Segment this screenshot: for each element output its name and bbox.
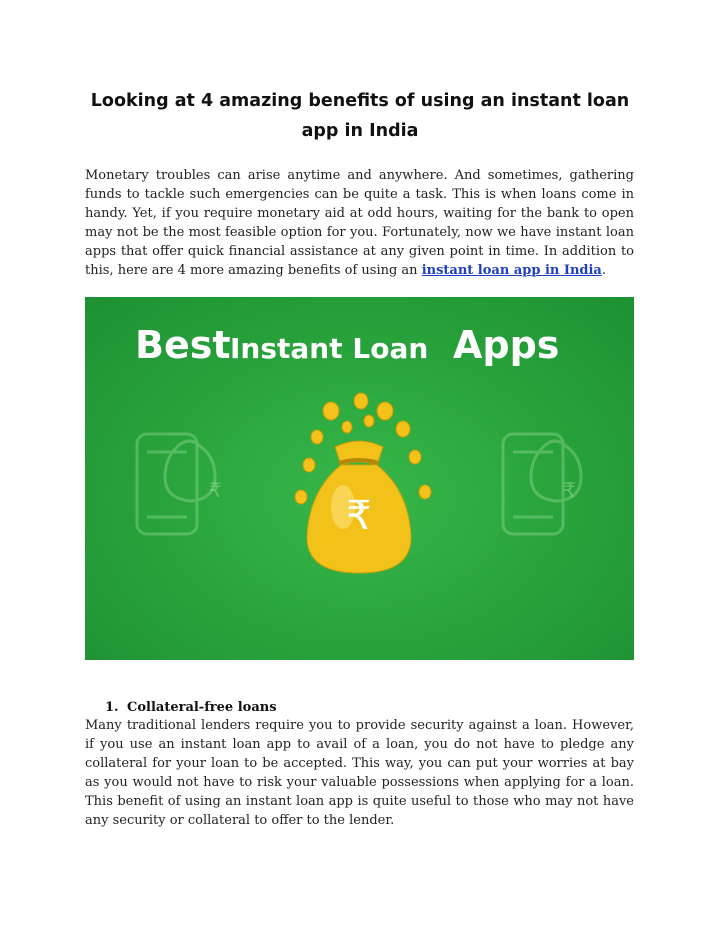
intro-paragraph <box>85 166 634 280</box>
section1-heading <box>105 698 277 717</box>
left-phone-icon <box>137 434 215 534</box>
banner-heading-apps: Apps <box>453 323 560 367</box>
page-title: Looking at 4 amazing benefits of using an instant loan app in India <box>90 91 630 141</box>
section1-title: Collateral-free loans <box>127 700 277 715</box>
right-rupee-symbol: ₹ <box>563 478 576 502</box>
intro-text-end: . <box>601 263 606 278</box>
banner-image <box>85 297 634 660</box>
section1-number: 1. <box>105 700 119 715</box>
intro-text: Monetary troubles can arise anytime and anywhere. And sometimes, gathering funds to tackle such emergencies can be quite a task. This is when loans come in handy. Yet, if you require monetary aid at odd hours, waiting for the bank to open may not be the most feasible option for you. Fortunately, now we have instant loan apps that offer quick financial assistance at any given point in time. In addition to this, here are 4 more amazing benefits of using an <box>85 168 634 278</box>
banner-heading-best: Best <box>135 323 231 367</box>
banner-heading <box>85 319 634 379</box>
banner-heading-instant-loan: Instant Loan <box>230 332 429 365</box>
left-rupee-symbol: ₹ <box>209 478 222 502</box>
section1-body: Many traditional lenders require you to provide security against a loan. However, if you use an instant loan app to avail of a loan, you do not have to pledge any collateral for your loan to be accepted. This way, you can put your worries at bay as you would not have to risk your valuable possessions when applying for a loan. This benefit of using an instant loan app is quite useful to those who may not have any security or collateral to offer to the lender. <box>85 718 634 828</box>
instant-loan-app-link[interactable]: instant loan app in India <box>421 263 602 278</box>
bag-rupee-symbol: ₹ <box>346 493 372 539</box>
